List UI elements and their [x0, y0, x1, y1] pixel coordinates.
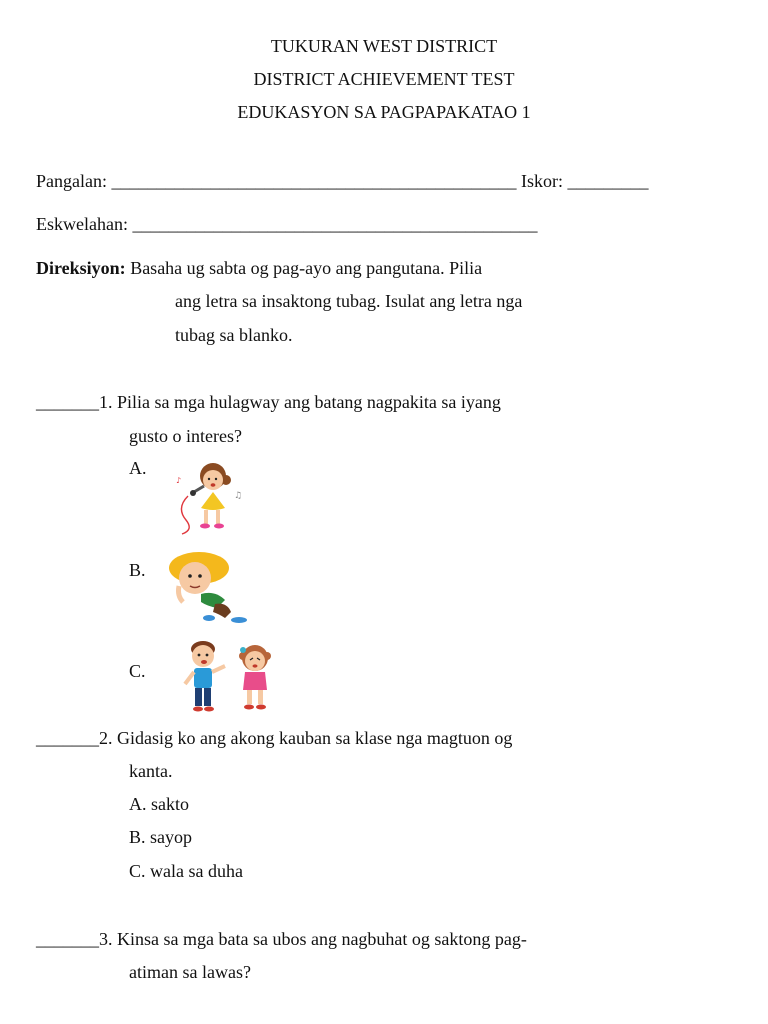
directions-label: Direksiyon: — [36, 258, 126, 278]
name-blank[interactable]: _____________________________________________ — [111, 171, 517, 191]
question-2-line-2: kanta. — [129, 761, 173, 781]
score-label: Iskor: — [516, 171, 568, 191]
choice-2c: C. wala sa duha — [129, 861, 243, 881]
school-blank[interactable]: _____________________________________________ — [132, 214, 538, 234]
choice-2a: A. sakto — [129, 794, 189, 814]
directions-text-1: Basaha ug sabta og pag-ayo ang pangutana. Pilia — [125, 258, 483, 278]
answer-blank-3[interactable]: _______ — [36, 929, 99, 949]
score-blank[interactable]: _________ — [567, 171, 649, 191]
school-row — [36, 215, 537, 233]
header-subject: EDUKASYON SA PAGPAPAKATAO 1 — [237, 102, 531, 122]
choice-1a-label: A. — [129, 458, 147, 478]
svg-text:♫: ♫ — [234, 491, 243, 501]
school-label: Eskwelahan: — [36, 214, 133, 234]
directions-line-1 — [36, 259, 482, 277]
choice-1b-label: B. — [129, 560, 146, 580]
question-3-line-2: atiman sa lawas? — [129, 962, 251, 982]
name-label: Pangalan: — [36, 171, 112, 191]
answer-blank-1[interactable]: _______ — [36, 392, 99, 412]
question-1-text: 1. Pilia sa mga hulagway ang batang nagpakita sa iyang — [99, 392, 501, 412]
children-arguing-icon — [175, 636, 279, 714]
choice-2b: B. sayop — [129, 827, 192, 847]
header-test-title: DISTRICT ACHIEVEMENT TEST — [253, 69, 515, 89]
answer-blank-2[interactable]: _______ — [36, 728, 99, 748]
svg-text:♪: ♪ — [176, 476, 182, 485]
question-1-line-1 — [36, 393, 501, 411]
name-score-row — [36, 172, 648, 190]
question-2-line-1 — [36, 729, 512, 747]
question-3-text: 3. Kinsa sa mga bata sa ubos ang nagbuhat og saktong pag- — [99, 929, 527, 949]
choice-1c-label: C. — [129, 661, 146, 681]
directions-line-2: ang letra sa insaktong tubag. Isulat ang letra nga — [175, 291, 523, 311]
boy-crawling-icon — [165, 546, 253, 628]
girl-singing-icon — [168, 458, 248, 538]
question-3-line-1 — [36, 930, 527, 948]
header-district: TUKURAN WEST DISTRICT — [270, 36, 498, 56]
question-2-text: 2. Gidasig ko ang akong kauban sa klase nga magtuon og — [99, 728, 513, 748]
directions-line-3: tubag sa blanko. — [175, 325, 293, 345]
question-1-line-2: gusto o interes? — [129, 426, 242, 446]
